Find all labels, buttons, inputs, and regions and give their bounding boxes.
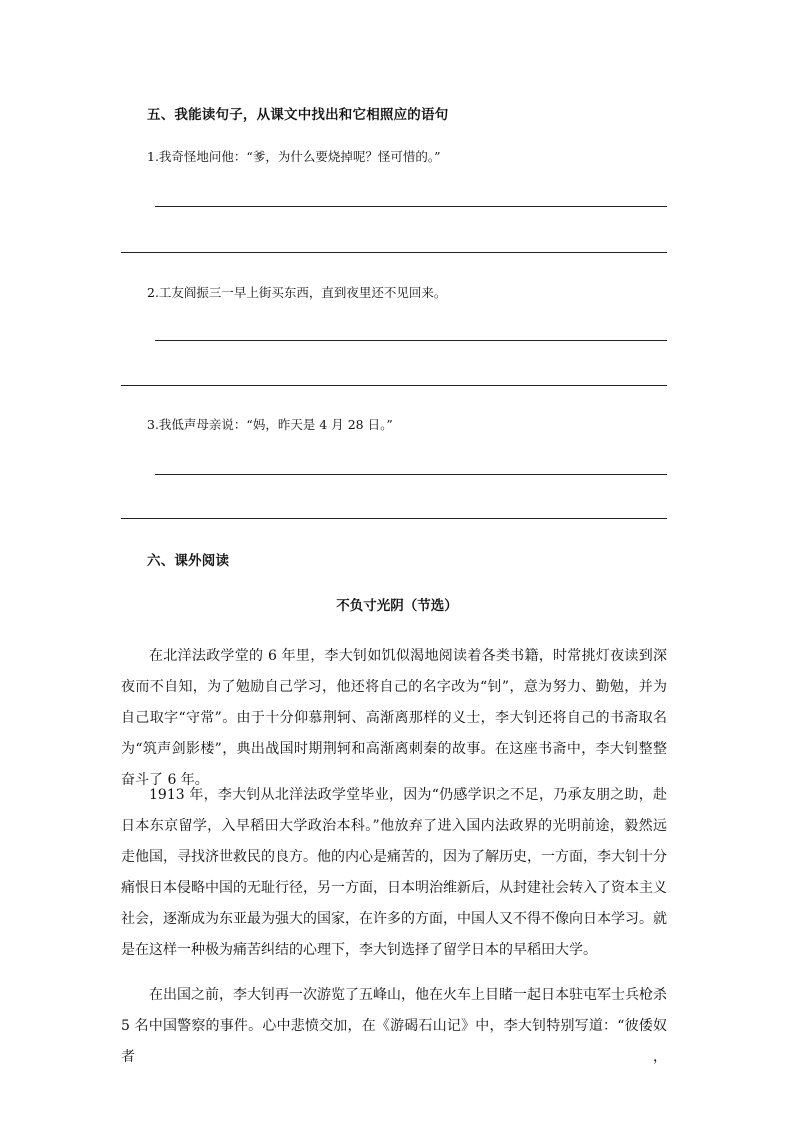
answer-line-2a[interactable]	[155, 340, 667, 341]
question-1: 1.我奇怪地问他：“爹，为什么要烧掉呢？怪可惜的。”	[147, 149, 441, 164]
answer-line-2b[interactable]	[121, 385, 667, 386]
answer-line-1a[interactable]	[155, 206, 667, 207]
article-paragraph-3: 在出国之前，李大钊再一次游览了五峰山，他在火车上目睹一起日本驻屯军士兵枪杀 5 名中国警察的事件。心中悲愤交加，在《游碣石山记》中，李大钊特别写道：“彼倭奴者，	[121, 987, 667, 1065]
section-6-heading: 六、课外阅读	[147, 553, 230, 569]
article-title: 不负寸光阴（节选）	[336, 598, 458, 614]
question-2: 2.工友阎振三一早上街买东西，直到夜里还不见回来。	[147, 285, 447, 300]
section-5-heading: 五、我能读句子，从课文中找出和它相照应的语句	[147, 107, 449, 123]
article-paragraph-1: 在北洋法政学堂的 6 年里，李大钊如饥似渴地阅读着各类书籍，时常挑灯夜读到深夜而不自知，为了勉励自己学习，他还将自己的名字改为“钊”，意为努力、勤勉，并为自己取字“守常”。由于十分仰慕荆轲、高渐离那样的义士，李大钊还将自己的书斋取名为“筑声剑影楼”，典出战国时期荆轲和高渐离刺秦的故事。在这座书斋中，李大钊整整奋斗了 6 年。	[121, 648, 667, 788]
article-paragraph-2: 1913 年，李大钊从北洋法政学堂毕业，因为“仍感学识之不足，乃承友朋之助，赴日本东京留学，入早稻田大学政治本科。”他放弃了进入国内法政界的光明前途，毅然远走他国，寻找济世救民的良方。他的内心是痛苦的，因为了解历史，一方面，李大钊十分痛恨日本侵略中国的无耻行径，另一方面，日本明治维新后，从封建社会转入了资本主义社会，逐渐成为东亚最为强大的国家，在许多的方面，中国人又不得不像向日本学习。就是在这样一种极为痛苦纠结的心理下，李大钊选择了留学日本的早稻田大学。	[121, 787, 667, 958]
answer-line-3b[interactable]	[121, 518, 667, 519]
answer-line-3a[interactable]	[155, 474, 667, 475]
answer-line-1b[interactable]	[121, 252, 667, 253]
question-3: 3.我低声母亲说：“妈，昨天是 4 月 28 日。”	[147, 417, 393, 432]
